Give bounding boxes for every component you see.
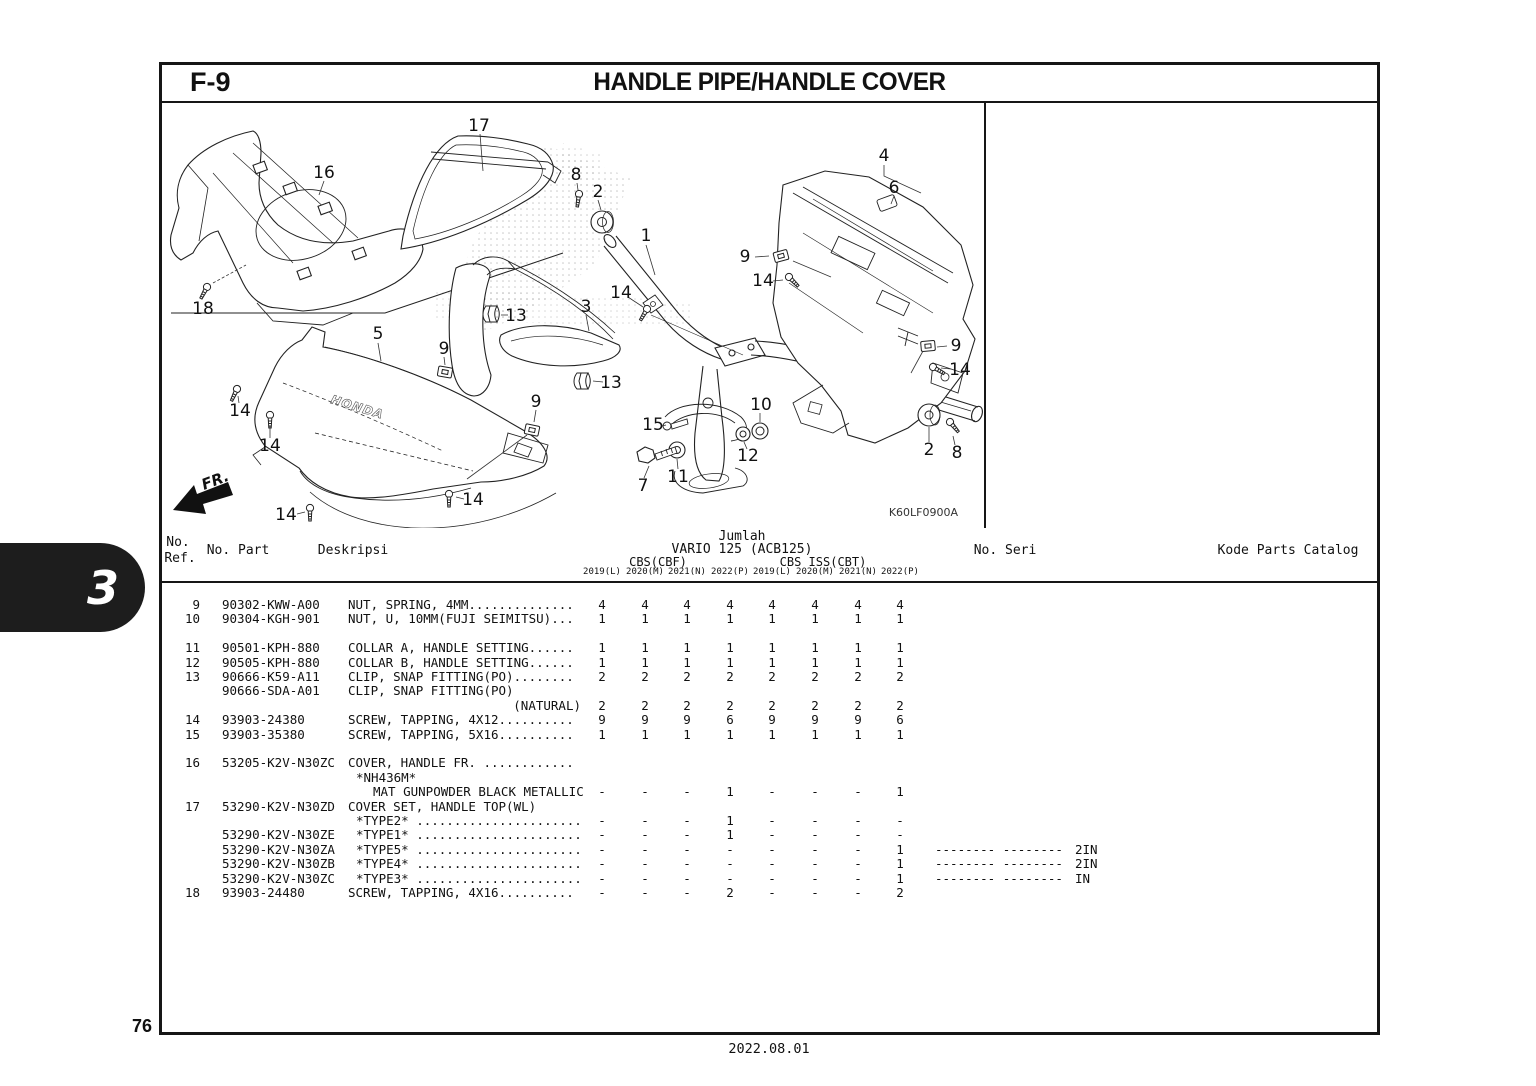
cell-qty: - [641, 827, 649, 843]
year-label: 2019(L) [583, 567, 621, 577]
cell-qty: - [811, 870, 819, 886]
part-ref-label: 9 [950, 336, 962, 356]
cell-qty: 1 [896, 654, 904, 670]
table-row [162, 641, 1377, 655]
cell-desc: COLLAR B, HANDLE SETTING...... [348, 654, 574, 670]
cell-desc: MAT GUNPOWDER BLACK METALLIC [373, 784, 584, 800]
part-ref-label: 14 [752, 271, 774, 291]
cell-qty: - [683, 784, 691, 800]
col-variant-cbs: CBS(CBF) [629, 555, 687, 569]
cell-desc: NUT, SPRING, 4MM.............. [348, 597, 574, 612]
part-ref-label: 14 [949, 360, 971, 380]
cell-qty: - [598, 827, 606, 843]
cell-qty: - [598, 856, 606, 872]
table-row [162, 857, 1377, 871]
cell-desc: CLIP, SNAP FITTING(PO) [348, 683, 514, 699]
table-row [162, 684, 1377, 698]
cell-qty: 9 [811, 712, 819, 728]
cell-qty: - [854, 870, 862, 886]
cell-desc: (NATURAL) [513, 697, 581, 713]
part-ref-label: 10 [750, 395, 772, 415]
table-row [162, 785, 1377, 799]
cell-qty: - [854, 813, 862, 828]
cell-kode: 2IN [1075, 841, 1098, 857]
part-ref-label: 5 [372, 324, 384, 344]
part-ref-label: 2 [592, 182, 604, 202]
cell-qty: - [683, 827, 691, 843]
cell-qty: 2 [896, 885, 904, 900]
part-ref-label: 16 [313, 163, 335, 183]
part-ref-label: 13 [505, 306, 527, 326]
cell-part: 90501-KPH-880 [222, 640, 320, 656]
cell-ref: 9 [192, 597, 200, 612]
cell-desc: CLIP, SNAP FITTING(PO)........ [348, 669, 574, 684]
cell-qty: 6 [726, 712, 734, 728]
cell-ref: 15 [184, 726, 200, 742]
table-row [162, 598, 1377, 612]
cell-seri: -------- -------- [935, 870, 1063, 886]
col-desc: Deskripsi [317, 543, 389, 558]
cell-qty: 1 [641, 640, 649, 656]
part-ref-label: 14 [275, 505, 297, 525]
cell-part: 53290-K2V-N30ZE [222, 827, 335, 843]
part-ref-label: 11 [667, 467, 689, 487]
exploded-view-svg [162, 103, 1377, 528]
cell-qty: 1 [726, 611, 734, 627]
cell-qty: - [768, 784, 776, 800]
cell-qty: 2 [854, 697, 862, 713]
cell-qty: 9 [768, 712, 776, 728]
cell-qty: - [854, 784, 862, 800]
cell-qty: - [683, 870, 691, 886]
col-ref-line2: Ref. [164, 551, 196, 566]
cell-qty: - [854, 841, 862, 857]
cell-qty: 1 [598, 654, 606, 670]
cell-qty: 1 [726, 726, 734, 742]
cell-ref: 14 [184, 712, 200, 728]
part-ref-label: 14 [610, 283, 632, 303]
cell-part: 93903-35380 [222, 726, 305, 742]
cell-qty: 2 [896, 669, 904, 684]
cell-qty: 2 [811, 697, 819, 713]
cell-part: 90666-SDA-A01 [222, 683, 320, 699]
cell-qty: - [641, 870, 649, 886]
cell-qty: 2 [726, 669, 734, 684]
cell-desc: SCREW, TAPPING, 4X12.......... [348, 712, 574, 728]
cell-qty: - [768, 813, 776, 828]
cell-qty: 4 [641, 597, 649, 612]
chapter-number: 3 [86, 560, 119, 615]
cell-qty: 1 [683, 611, 691, 627]
col-part: No. Part [206, 543, 270, 558]
cell-qty: - [854, 885, 862, 900]
cell-part: 90666-K59-A11 [222, 669, 320, 684]
cell-qty: 1 [896, 841, 904, 857]
table-row [162, 656, 1377, 670]
col-model: VARIO 125 (ACB125) [671, 542, 813, 557]
cell-qty: 1 [896, 640, 904, 656]
cell-qty: - [768, 856, 776, 872]
table-row [162, 872, 1377, 886]
cell-qty: - [811, 841, 819, 857]
table-row [162, 756, 1377, 770]
cell-qty: - [811, 856, 819, 872]
footer-date: 2022.08.01 [728, 1041, 810, 1057]
table-row [162, 728, 1377, 742]
cell-qty: 2 [683, 697, 691, 713]
cell-qty: - [726, 870, 734, 886]
table-row [162, 699, 1377, 713]
catalog-page [159, 62, 1380, 1035]
cell-qty: 1 [768, 654, 776, 670]
cell-qty: 1 [854, 726, 862, 742]
col-ref-line1: No. [166, 535, 190, 550]
cell-part: 90505-KPH-880 [222, 654, 320, 670]
cell-qty: 1 [896, 870, 904, 886]
table-row [162, 814, 1377, 828]
cell-qty: 1 [854, 611, 862, 627]
cell-qty: 2 [641, 697, 649, 713]
part-ref-label: 4 [878, 146, 890, 166]
cell-qty: - [811, 784, 819, 800]
cell-part: 90304-KGH-901 [222, 611, 320, 627]
cell-qty: - [811, 813, 819, 828]
cell-qty: - [726, 856, 734, 872]
col-variant-cbs-iss: CBS ISS(CBT) [779, 555, 867, 569]
cell-qty: 4 [598, 597, 606, 612]
table-header [162, 528, 1377, 583]
cell-qty: - [641, 856, 649, 872]
cell-qty: 2 [768, 697, 776, 713]
part-ref-label: 9 [739, 247, 751, 267]
cell-qty: - [683, 813, 691, 828]
cell-desc: *TYPE2* ...................... [356, 813, 582, 828]
cell-qty: 1 [598, 611, 606, 627]
cell-qty: 1 [726, 640, 734, 656]
cell-qty: 1 [726, 784, 734, 800]
cell-qty: - [683, 856, 691, 872]
cell-desc: *TYPE5* ...................... [356, 841, 582, 857]
table-row [162, 828, 1377, 842]
year-label: 2019(L) [753, 567, 791, 577]
cell-qty: - [598, 813, 606, 828]
cell-qty: - [811, 827, 819, 843]
cell-qty: 4 [854, 597, 862, 612]
cell-qty: - [768, 870, 776, 886]
year-label: 2022(P) [711, 567, 749, 577]
part-ref-label: 14 [229, 401, 251, 421]
part-ref-label: 14 [462, 490, 484, 510]
part-ref-label: 12 [737, 446, 759, 466]
table-row [162, 713, 1377, 727]
fr-label: FR. [198, 466, 232, 494]
cell-part: 93903-24380 [222, 712, 305, 728]
parts-diagram [162, 103, 1377, 528]
cell-seri: -------- -------- [935, 856, 1063, 872]
cell-qty: 1 [811, 726, 819, 742]
cell-part: 93903-24480 [222, 885, 305, 900]
cell-qty: 2 [598, 669, 606, 684]
cell-qty: 1 [768, 611, 776, 627]
cell-qty: 9 [683, 712, 691, 728]
cell-qty: - [641, 813, 649, 828]
cell-ref: 16 [184, 755, 200, 771]
cell-part: 53205-K2V-N30ZC [222, 755, 335, 771]
cell-qty: 2 [726, 885, 734, 900]
part-ref-label: 1 [640, 226, 652, 246]
diagram-code: K60LF0900A [888, 506, 958, 519]
cell-qty: 1 [854, 654, 862, 670]
cell-desc: *TYPE3* ...................... [356, 870, 582, 886]
year-label: 2020(M) [796, 567, 834, 577]
year-label: 2021(N) [668, 567, 706, 577]
table-body [162, 581, 1377, 1032]
cell-ref: 12 [184, 654, 200, 670]
cell-qty: 9 [641, 712, 649, 728]
part-5-front-cover [253, 327, 556, 528]
cell-qty: 4 [768, 597, 776, 612]
table-row [162, 612, 1377, 626]
part-ref-label: 6 [888, 178, 900, 198]
cell-kode: 2IN [1075, 856, 1098, 872]
cell-qty: 1 [641, 654, 649, 670]
col-qty-group: Jumlah [718, 529, 766, 544]
year-label: 2020(M) [626, 567, 664, 577]
part-ref-label: 18 [192, 299, 214, 319]
table-row [162, 800, 1377, 814]
cell-qty: 1 [896, 856, 904, 872]
cell-qty: - [896, 827, 904, 843]
part-ref-label: 8 [570, 165, 582, 185]
cell-qty: 4 [896, 597, 904, 612]
cell-qty: 2 [896, 697, 904, 713]
cell-qty: 1 [768, 726, 776, 742]
cell-qty: - [598, 784, 606, 800]
cell-qty: 1 [683, 726, 691, 742]
cell-ref: 13 [184, 669, 200, 684]
cell-qty: 1 [811, 640, 819, 656]
part-ref-label: 15 [642, 415, 664, 435]
cell-qty: 1 [726, 654, 734, 670]
cell-qty: 2 [854, 669, 862, 684]
table-row [162, 670, 1377, 684]
cell-qty: - [896, 813, 904, 828]
col-seri: No. Seri [973, 543, 1037, 558]
cell-qty: 1 [726, 813, 734, 828]
cell-qty: 1 [683, 654, 691, 670]
cell-qty: 2 [641, 669, 649, 684]
part-ref-label: 3 [580, 297, 592, 317]
cell-qty: - [854, 827, 862, 843]
cell-qty: 1 [811, 611, 819, 627]
cell-qty: 1 [598, 640, 606, 656]
cell-qty: - [683, 841, 691, 857]
cell-qty: 1 [768, 640, 776, 656]
cell-ref: 18 [184, 885, 200, 900]
cell-ref: 10 [184, 611, 200, 627]
cell-qty: 4 [726, 597, 734, 612]
cell-part: 53290-K2V-N30ZA [222, 841, 335, 857]
page-number: 76 [132, 1016, 153, 1036]
table-row [162, 771, 1377, 785]
part-ref-label: 17 [468, 116, 490, 136]
part-ref-label: 8 [951, 443, 963, 463]
cell-desc: *TYPE4* ...................... [356, 856, 582, 872]
page-title: HANDLE PIPE/HANDLE COVER [593, 68, 946, 96]
part-ref-label: 9 [530, 392, 542, 412]
cell-part: 53290-K2V-N30ZC [222, 870, 335, 886]
part-ref-label: 2 [923, 440, 935, 460]
cell-qty: 2 [768, 669, 776, 684]
table-row [162, 886, 1377, 900]
cell-qty: - [768, 827, 776, 843]
year-label: 2021(N) [839, 567, 877, 577]
cell-kode: IN [1075, 870, 1091, 886]
cell-qty: - [598, 885, 606, 900]
cell-qty: 1 [896, 784, 904, 800]
cell-part: 90302-KWW-A00 [222, 597, 320, 612]
cell-qty: 1 [854, 640, 862, 656]
cell-desc: NUT, U, 10MM(FUJI SEIMITSU)... [348, 611, 574, 627]
cell-qty: 1 [641, 726, 649, 742]
chapter-tab [0, 543, 145, 632]
cell-qty: - [641, 885, 649, 900]
cell-qty: - [854, 856, 862, 872]
cell-qty: 2 [598, 697, 606, 713]
part-4-rear-cover [773, 171, 975, 443]
part-ref-label: 13 [600, 373, 622, 393]
fr-direction-arrow [173, 467, 233, 514]
cell-qty: - [726, 841, 734, 857]
cell-desc: *TYPE1* ...................... [356, 827, 582, 843]
cell-desc: COVER, HANDLE FR. ............ [348, 755, 574, 771]
cell-qty: - [598, 841, 606, 857]
cell-qty: 1 [896, 726, 904, 742]
part-16-front-cover-inner [170, 131, 423, 325]
cell-qty: - [768, 885, 776, 900]
cell-ref: 11 [184, 640, 200, 656]
part-ref-label: 14 [259, 436, 281, 456]
part-ref-label: 7 [637, 476, 649, 496]
cell-qty: 6 [896, 712, 904, 728]
cell-qty: 1 [726, 827, 734, 843]
cell-qty: 1 [641, 611, 649, 627]
cell-desc: COLLAR A, HANDLE SETTING...... [348, 640, 574, 656]
cell-qty: 2 [683, 669, 691, 684]
cell-part: 53290-K2V-N30ZB [222, 856, 335, 872]
section-code: F-9 [190, 67, 231, 97]
cell-ref: 17 [184, 798, 200, 814]
cell-qty: 4 [811, 597, 819, 612]
cell-qty: 4 [683, 597, 691, 612]
cell-qty: 2 [811, 669, 819, 684]
year-label: 2022(P) [881, 567, 919, 577]
cell-qty: - [641, 784, 649, 800]
cell-qty: 1 [683, 640, 691, 656]
cell-qty: 2 [726, 697, 734, 713]
page-header [162, 65, 1377, 103]
col-kode: Kode Parts Catalog [1217, 543, 1359, 558]
cell-qty: - [598, 870, 606, 886]
cell-seri: -------- -------- [935, 841, 1063, 857]
cell-qty: 1 [811, 654, 819, 670]
cell-qty: - [641, 841, 649, 857]
cell-qty: - [811, 885, 819, 900]
cell-qty: 1 [896, 611, 904, 627]
part-ref-label: 9 [438, 339, 450, 359]
cell-desc: SCREW, TAPPING, 4X16.......... [348, 885, 574, 900]
cell-qty: 1 [598, 726, 606, 742]
cell-desc: SCREW, TAPPING, 5X16.......... [348, 726, 574, 742]
cell-desc: COVER SET, HANDLE TOP(WL) [348, 798, 537, 814]
cell-qty: - [683, 885, 691, 900]
cell-qty: 9 [598, 712, 606, 728]
cell-desc: *NH436M* [356, 769, 417, 785]
honda-logo-text: HONDA [329, 392, 386, 422]
cell-qty: 9 [854, 712, 862, 728]
table-row [162, 843, 1377, 857]
cell-part: 53290-K2V-N30ZD [222, 798, 335, 814]
cell-qty: - [768, 841, 776, 857]
